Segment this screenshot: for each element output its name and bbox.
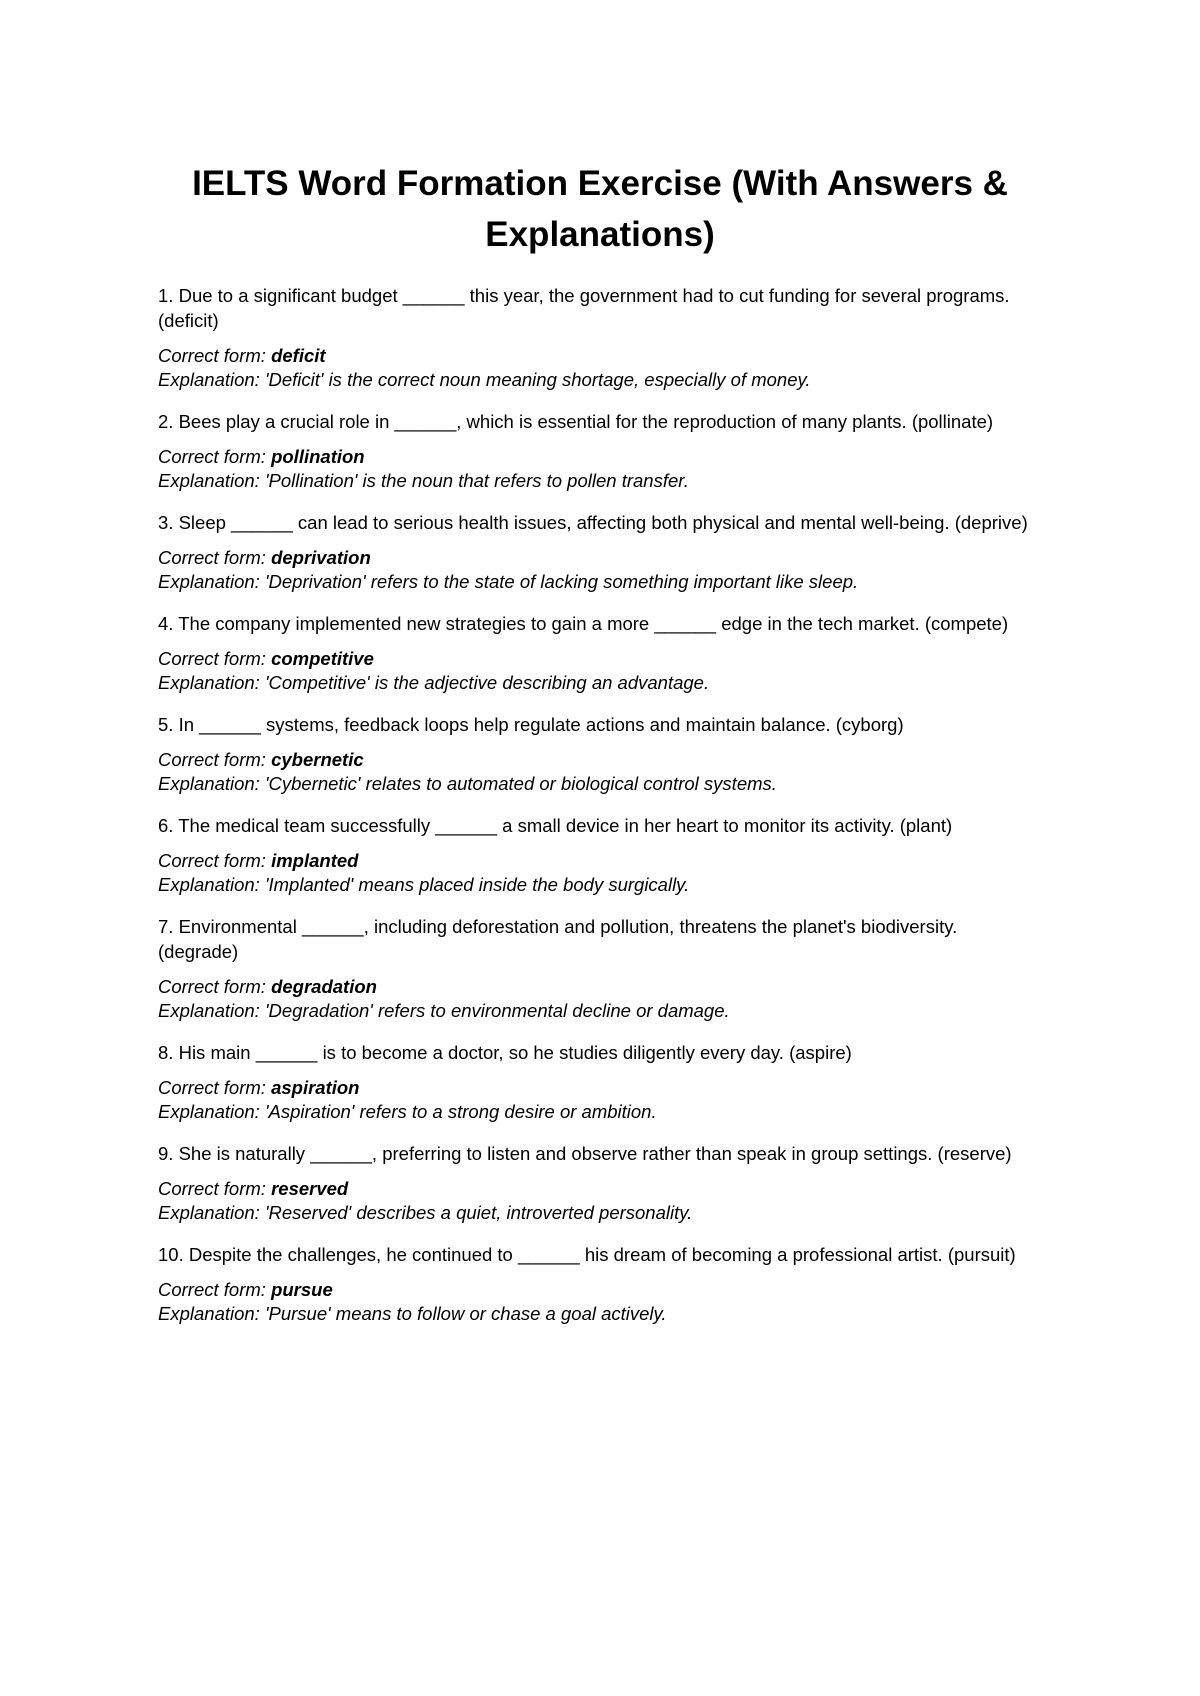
question-sentence-end: edge in the tech market. [721,613,920,634]
explanation-text: 'Degradation' refers to environmental decline or damage. [264,1000,730,1021]
answer-block [158,445,1038,493]
correct-form-answer: implanted [271,850,359,871]
explanation-text: 'Deficit' is the correct noun meaning shortage, especially of money. [264,369,811,390]
explanation-text: 'Aspiration' refers to a strong desire or ambition. [264,1101,657,1122]
explanation-label: Explanation: [158,773,260,794]
question-number: 4. [158,613,174,634]
explanation-label: Explanation: [158,1101,260,1122]
correct-form-label: Correct form: [158,345,266,366]
explanation-line [158,1201,1038,1225]
exercise-item [158,914,1038,1023]
answer-block [158,647,1038,695]
exercise-item [158,510,1038,594]
question-sentence-start: His main [178,1042,251,1063]
correct-form-line [158,344,1038,368]
explanation-label: Explanation: [158,672,260,693]
question-sentence-end: which is essential for the reproduction of many plants. [466,411,907,432]
correct-form-label: Correct form: [158,850,266,871]
question-sentence-end: including deforestation and pollution, threatens the planet's biodiversity. [374,916,958,937]
question-number: 5. [158,714,174,735]
exercise-item [158,1040,1038,1124]
correct-form-line [158,1278,1038,1302]
explanation-text: 'Competitive' is the adjective describing an advantage. [264,672,710,693]
question-sentence-start: Bees play a crucial role in [178,411,390,432]
root-word: (reserve) [937,1143,1012,1164]
exercise-item [158,1242,1038,1326]
correct-form-line [158,849,1038,873]
explanation-label: Explanation: [158,369,260,390]
question-number: 8. [158,1042,174,1063]
root-word: (compete) [924,613,1009,634]
correct-form-answer: deprivation [271,547,371,568]
explanation-label: Explanation: [158,470,260,491]
answer-blank: ______ [255,1042,318,1063]
root-word: (pollinate) [911,411,994,432]
correct-form-answer: deficit [271,345,326,366]
explanation-line [158,570,1038,594]
answer-block [158,748,1038,796]
exercise-item [158,813,1038,897]
correct-form-answer: pollination [271,446,365,467]
explanation-line [158,671,1038,695]
question-number: 7. [158,916,174,937]
exercise-list [158,283,1038,1343]
question-sentence-start: Sleep [178,512,226,533]
correct-form-answer: degradation [271,976,377,997]
correct-form-line [158,1076,1038,1100]
correct-form-line [158,975,1038,999]
exercise-item [158,1141,1038,1225]
question-sentence-start: Due to a significant budget [178,285,398,306]
root-word: (deprive) [954,512,1028,533]
question-sentence-end: is to become a doctor, so he studies diligently every day. [322,1042,784,1063]
exercise-item [158,712,1038,796]
question-text [158,712,1038,737]
question-sentence-end: can lead to serious health issues, affecting both physical and mental well-being. [297,512,950,533]
answer-blank: ______ [199,714,261,735]
page-title: IELTS Word Formation Exercise (With Answers & Explanations) [192,164,1008,254]
answer-blank: ______ [402,285,465,306]
root-word: (plant) [899,815,953,836]
question-text [158,1141,1038,1166]
correct-form-label: Correct form: [158,1279,266,1300]
exercise-item [158,611,1038,695]
answer-block [158,344,1038,392]
question-number: 6. [158,815,174,836]
explanation-line [158,772,1038,796]
root-word: (pursuit) [947,1244,1016,1265]
correct-form-line [158,748,1038,772]
question-sentence-end: preferring to listen and observe rather than speak in group settings. [382,1143,933,1164]
question-text [158,914,1038,964]
explanation-line [158,1302,1038,1326]
exercise-item [158,409,1038,493]
correct-form-label: Correct form: [158,547,266,568]
explanation-text: 'Implanted' means placed inside the body surgically. [264,874,690,895]
correct-form-answer: reserved [271,1178,349,1199]
correct-form-line [158,546,1038,570]
answer-block [158,1076,1038,1124]
explanation-label: Explanation: [158,874,260,895]
root-word: (aspire) [789,1042,852,1063]
answer-blank: ______, [394,411,462,432]
answer-block [158,849,1038,897]
correct-form-line [158,1177,1038,1201]
question-sentence-start: Environmental [178,916,297,937]
question-text [158,1040,1038,1065]
explanation-text: 'Deprivation' refers to the state of lacking something important like sleep. [264,571,859,592]
answer-blank: ______, [301,916,369,937]
question-text [158,409,1038,434]
correct-form-line [158,647,1038,671]
correct-form-label: Correct form: [158,749,266,770]
explanation-label: Explanation: [158,1000,260,1021]
answer-blank: ______ [435,815,498,836]
answer-blank: ______, [310,1143,378,1164]
correct-form-label: Correct form: [158,1077,266,1098]
answer-blank: ______ [231,512,293,533]
correct-form-answer: pursue [271,1279,333,1300]
question-sentence-end: systems, feedback loops help regulate actions and maintain balance. [266,714,831,735]
explanation-line [158,469,1038,493]
root-word: (deficit) [158,310,219,331]
correct-form-line [158,445,1038,469]
correct-form-label: Correct form: [158,648,266,669]
question-number: 10. [158,1244,184,1265]
root-word: (degrade) [158,941,239,962]
question-text [158,611,1038,636]
explanation-line [158,1100,1038,1124]
explanation-text: 'Pollination' is the noun that refers to pollen transfer. [264,470,689,491]
explanation-text: 'Cybernetic' relates to automated or biological control systems. [264,773,777,794]
explanation-label: Explanation: [158,1202,260,1223]
explanation-text: 'Reserved' describes a quiet, introverted personality. [264,1202,693,1223]
question-sentence-end: his dream of becoming a professional artist. [584,1244,943,1265]
correct-form-answer: cybernetic [271,749,364,770]
answer-blank: ______ [654,613,717,634]
correct-form-label: Correct form: [158,446,266,467]
answer-block [158,1278,1038,1326]
correct-form-answer: competitive [271,648,374,669]
answer-block [158,1177,1038,1225]
root-word: (cyborg) [835,714,904,735]
question-text [158,813,1038,838]
answer-block [158,975,1038,1023]
question-sentence-end: this year, the government had to cut funding for several programs. [469,285,1010,306]
answer-blank: ______ [517,1244,580,1265]
question-text [158,510,1038,535]
question-number: 9. [158,1143,174,1164]
explanation-line [158,873,1038,897]
explanation-line [158,999,1038,1023]
explanation-line [158,368,1038,392]
question-sentence-end: a small device in her heart to monitor its activity. [502,815,895,836]
answer-block [158,546,1038,594]
question-sentence-start: Despite the challenges, he continued to [188,1244,513,1265]
question-number: 1. [158,285,174,306]
correct-form-label: Correct form: [158,1178,266,1199]
correct-form-answer: aspiration [271,1077,360,1098]
question-text [158,1242,1038,1267]
question-sentence-start: She is naturally [178,1143,306,1164]
exercise-item [158,283,1038,392]
question-sentence-start: The medical team successfully [178,815,431,836]
question-sentence-start: In [178,714,195,735]
explanation-text: 'Pursue' means to follow or chase a goal actively. [264,1303,667,1324]
question-number: 3. [158,512,174,533]
explanation-label: Explanation: [158,1303,260,1324]
correct-form-label: Correct form: [158,976,266,997]
question-sentence-start: The company implemented new strategies to gain a more [178,613,650,634]
question-number: 2. [158,411,174,432]
question-text [158,283,1038,333]
explanation-label: Explanation: [158,571,260,592]
